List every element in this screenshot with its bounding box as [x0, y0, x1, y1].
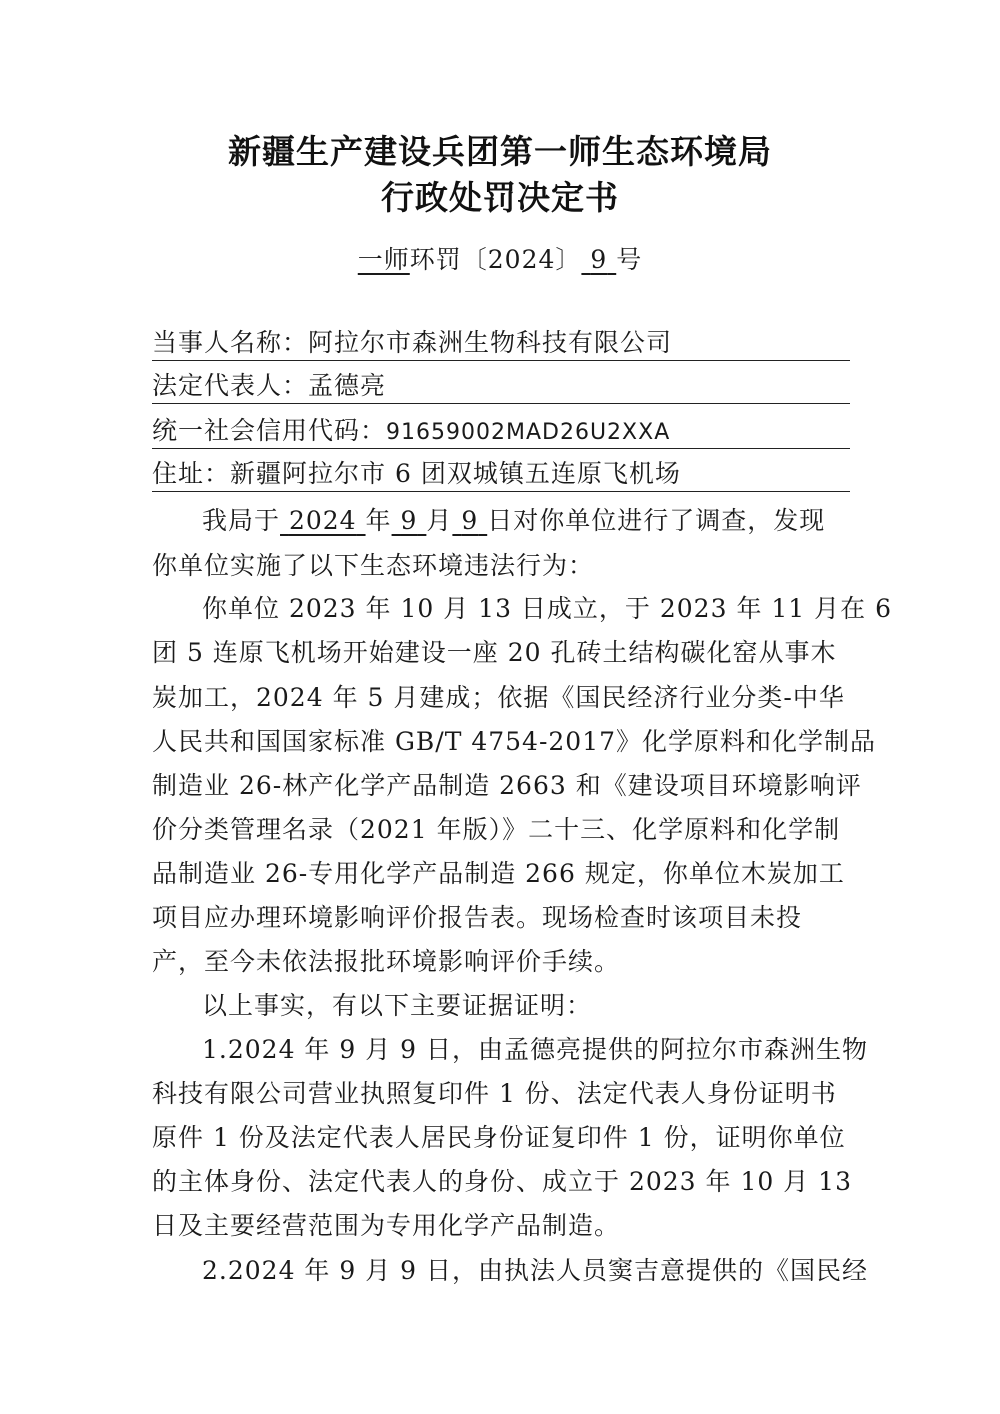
survey-month-value: 9	[400, 506, 418, 535]
body-line: 2.2024 年 9 月 9 日，由执法人员窦吉意提供的《国民经	[202, 1256, 869, 1285]
body-line: 原件 1 份及法定代表人居民身份证复印件 1 份，证明你单位	[152, 1123, 846, 1152]
body-line: 科技有限公司营业执照复印件 1 份、法定代表人身份证明书	[152, 1079, 837, 1108]
address-value: 新疆阿拉尔市 6 团双城镇五连原飞机场	[230, 459, 681, 488]
body-line: 的主体身份、法定代表人的身份、成立于 2023 年 10 月 13	[152, 1167, 852, 1196]
credit-code-label: 统一社会信用代码：	[152, 416, 387, 445]
legal-rep-label: 法定代表人：	[152, 371, 309, 400]
body-line: 1.2024 年 9 月 9 日，由孟德亮提供的阿拉尔市森洲生物	[202, 1035, 869, 1064]
document-type-title: 行政处罚决定书	[381, 178, 619, 217]
survey-text-4: 日对你单位进行了调查，发现	[487, 506, 826, 535]
doc-num	[581, 245, 616, 274]
survey-month	[392, 506, 427, 535]
evidence-intro: 以上事实，有以下主要证据证明：	[202, 991, 593, 1020]
credit-code-field	[152, 416, 850, 449]
party-name-field	[152, 328, 850, 361]
agency-title: 新疆生产建设兵团第一师生态环境局	[228, 132, 772, 171]
body-line: 产，至今未依法报批环境影响评价手续。	[152, 947, 621, 976]
survey-day-value: 9	[461, 506, 479, 535]
body-line: 炭加工，2024 年 5 月建成；依据《国民经济行业分类-中华	[152, 683, 845, 712]
survey-text-3: 月	[426, 506, 453, 535]
credit-code-value: 91659002MAD26U2XXA	[386, 420, 671, 445]
body-line: 项目应办理环境影响评价报告表。现场检查时该项目未投	[152, 903, 803, 932]
body-line: 你单位 2023 年 10 月 13 日成立，于 2023 年 11 月在 6	[202, 594, 893, 623]
survey-year	[280, 506, 366, 535]
body-line: 人民共和国国家标准 GB/T 4754-2017》化学原料和化学制品	[152, 727, 877, 756]
body-line: 制造业 26-林产化学产品制造 2663 和《建设项目环境影响评	[152, 771, 862, 800]
doc-mid: 环罚〔2024〕	[409, 245, 582, 274]
body-line: 品制造业 26-专用化学产品制造 266 规定，你单位木炭加工	[152, 859, 845, 888]
doc-prefix: 一师	[357, 245, 410, 274]
legal-rep-field	[152, 371, 850, 404]
party-name-label: 当事人名称：	[152, 328, 309, 357]
survey-day	[452, 506, 487, 535]
party-name-value: 阿拉尔市森洲生物科技有限公司	[308, 328, 673, 357]
body-line: 日及主要经营范围为专用化学产品制造。	[152, 1211, 621, 1240]
doc-num-value: 9	[590, 245, 608, 274]
survey-sentence	[202, 506, 850, 536]
document-number	[0, 240, 1000, 276]
address-field	[152, 459, 850, 492]
survey-year-value: 2024	[288, 506, 357, 535]
doc-suffix: 号	[616, 245, 643, 274]
body-line: 价分类管理名录（2021 年版）》二十三、化学原料和化学制	[152, 815, 841, 844]
survey-text-2: 年	[365, 506, 392, 535]
survey-line-2: 你单位实施了以下生态环境违法行为：	[152, 551, 595, 580]
address-label: 住址：	[152, 459, 231, 488]
survey-text-1: 我局于	[202, 506, 281, 535]
body-line: 团 5 连原飞机场开始建设一座 20 孔砖土结构碳化窑从事木	[152, 638, 837, 667]
legal-rep-value: 孟德亮	[308, 371, 387, 400]
